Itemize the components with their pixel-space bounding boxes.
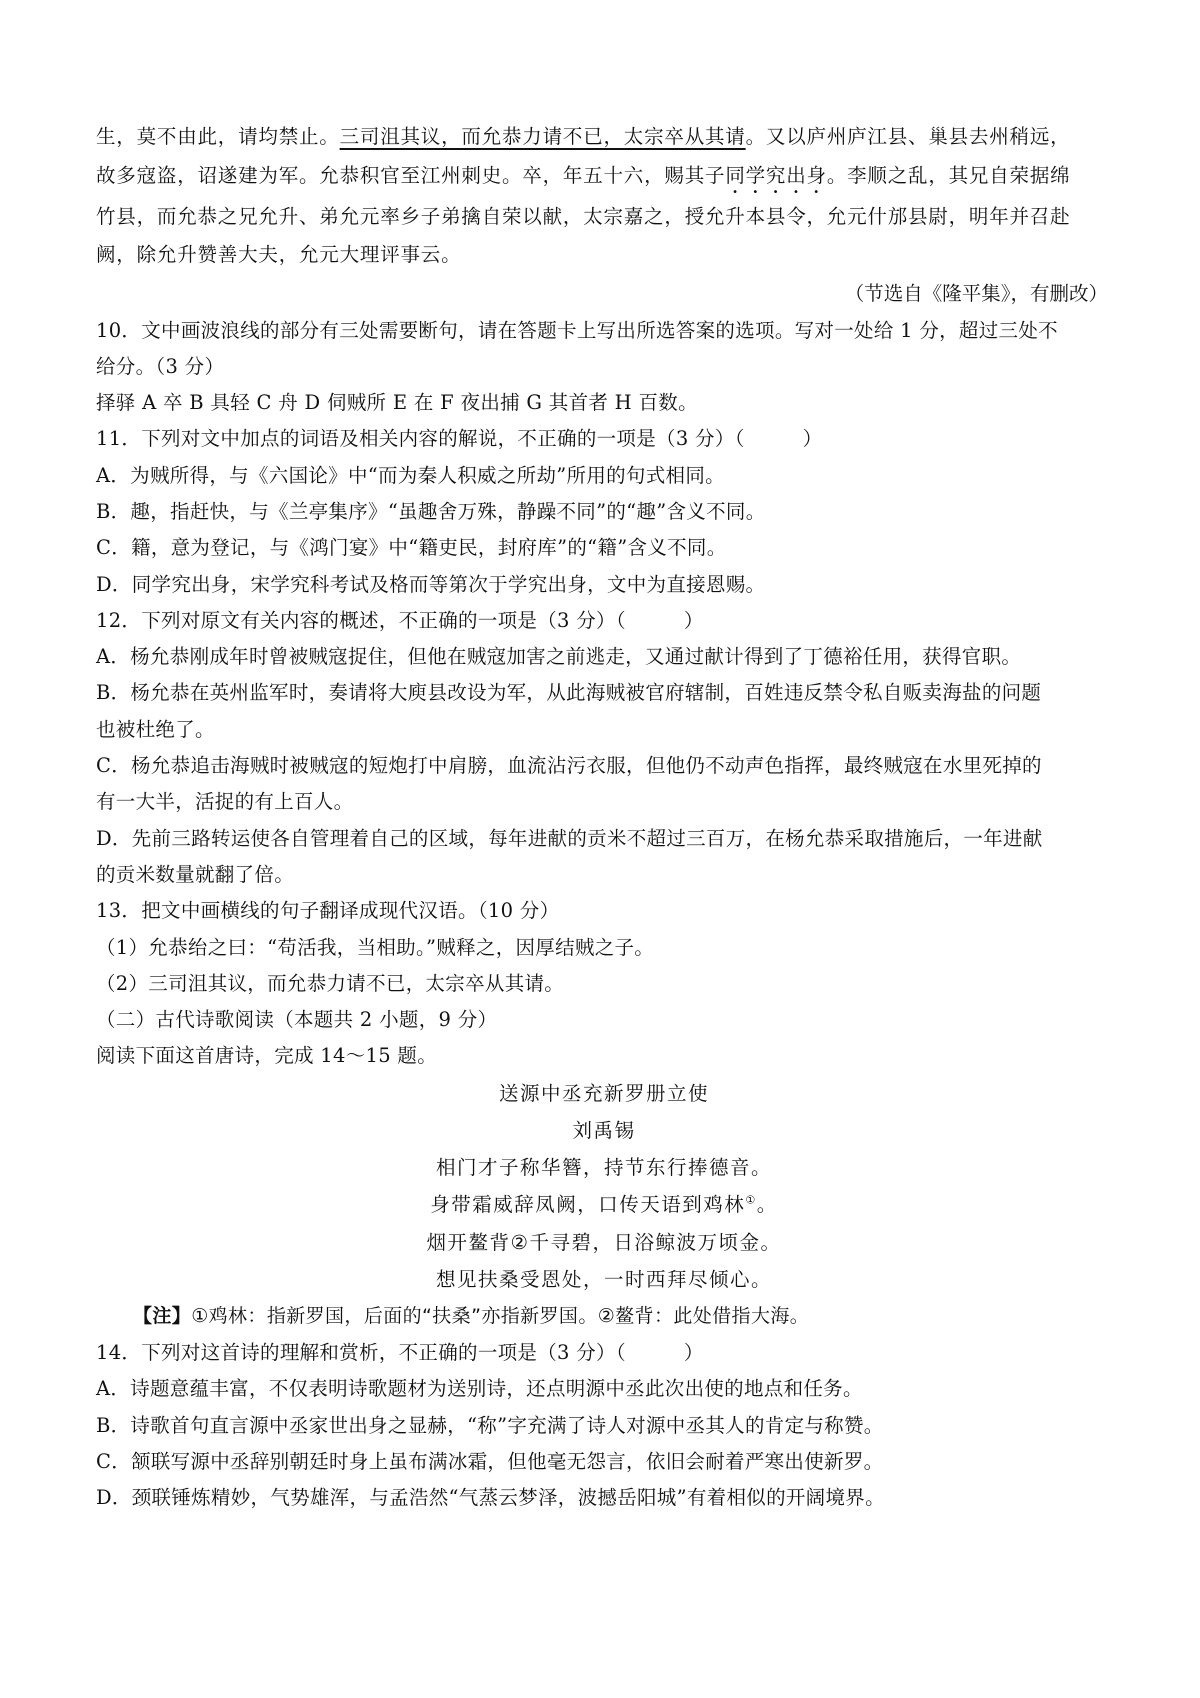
poem-line: 相门才子称华簪，持节东行捧德音。: [435, 1156, 772, 1180]
poem-note: [96, 1298, 1112, 1335]
q13-sentence-2: （2）三司沮其议，而允恭力请不已，太宗卒从其请。: [96, 971, 565, 995]
section-heading: （二）古代诗歌阅读（本题共 2 小题，9 分）: [96, 1008, 498, 1032]
q12-option-c: C．杨允恭追击海贼时被贼寇的短炮打中肩膀，血流沾污衣服，但他仍不动声色指挥，最终贼寇在水里死掉的: [96, 754, 1042, 778]
passage-line: 竹县，而允恭之兄允升、弟允元率乡子弟擒自荣以献，太宗嘉之，授允升本县令，允元什邡县尉，明年并召赴: [96, 204, 1071, 228]
classical-passage: [96, 118, 1112, 275]
q14-stem-text: 14．下列对这首诗的理解和赏析，不正确的一项是（3 分）（: [96, 1340, 626, 1364]
q14-option-b: B．诗歌首句直言源中丞家世出身之显赫，“称”字充满了诗人对源中丞其人的肯定与称赞。: [96, 1413, 884, 1437]
q12-stem-end: ）: [683, 608, 704, 632]
poem-line: 烟开鳌背②千寻碧，日浴鲸波万顷金。: [426, 1230, 782, 1254]
passage-text: 。又以庐州庐江县、巢县去州稍远，: [745, 125, 1071, 148]
q12-stem-text: 12．下列对原文有关内容的概述，不正确的一项是（3 分）（: [96, 608, 626, 632]
q14-option-a: A．诗题意蕴丰富，不仅表明诗歌题材为送别诗，还点明源中丞此次出使的地点和任务。: [96, 1377, 863, 1401]
q14-stem: [96, 1335, 1112, 1371]
q10-stem: 10．文中画波浪线的部分有三处需要断句，请在答题卡上写出所选答案的选项。写对一处给 1 分，超过三处不: [96, 318, 1058, 342]
q11-stem-text: 11．下列对文中加点的词语及相关内容的解说，不正确的一项是（3 分）（: [96, 427, 745, 451]
dotted-term: 同学究出身: [725, 163, 827, 187]
q13-stem: 13．把文中画横线的句子翻译成现代汉语。（10 分）: [96, 899, 560, 923]
q12-option-a: A．杨允恭刚成年时曾被贼寇捉住，但他在贼寇加害之前逃走，又通过献计得到了丁德裕任用，获得官职。: [96, 645, 1022, 669]
q12-option-d: D．先前三路转运使各自管理着自己的区域，每年进献的贡米不超过三百万，在杨允恭采取措施后，一年进献: [96, 826, 1043, 850]
q11-option-a: A．为贼所得，与《六国论》中“而为秦人积威之所劫”所用的句式相同。: [96, 463, 725, 487]
q11-option-b: B．趣，指赶快，与《兰亭集序》“虽趣舍万殊，静躁不同”的“趣”含义不同。: [96, 499, 766, 523]
poem-line: 想见扶桑受恩处，一时西拜尽倾心。: [435, 1267, 772, 1291]
q11-option-c: C．籍，意为登记，与《鸿门宴》中“籍吏民，封府库”的“籍”含义不同。: [96, 536, 727, 560]
q11-stem-end: ）: [802, 427, 823, 451]
underlined-sentence: 三司沮其议，而允恭力请不已，太宗卒从其请: [339, 125, 746, 148]
passage-text: 故多寇盗，诏遂建为军。允恭积官至江州刺史。卒，年五十六，赐其子: [96, 163, 726, 187]
q12-option-b: B．杨允恭在英州监军时，奏请将大庾县改设为军，从此海贼被官府辖制，百姓违反禁令私自贩卖海盐的问题: [96, 681, 1042, 705]
q12-stem: [96, 603, 1112, 639]
poem-block: [96, 1075, 1112, 1335]
q13-sentence-1: （1）允恭绐之曰：“苟活我，当相助。”贼释之，因厚结贼之子。: [96, 935, 655, 959]
passage-line: 阙，除允升赞善大夫，允元大理评事云。: [96, 243, 462, 266]
poem-line-end: 。: [756, 1193, 778, 1217]
section-intro: 阅读下面这首唐诗，完成 14～15 题。: [96, 1044, 438, 1068]
footnote-mark: ①: [745, 1193, 757, 1207]
q12-option-b-cont: 也被杜绝了。: [96, 717, 215, 741]
note-label: 【注】: [133, 1304, 192, 1327]
q14-option-d: D．颈联锤炼精妙，气势雄浑，与孟浩然“气蒸云梦泽，波撼岳阳城”有着相似的开阔境界。: [96, 1486, 885, 1510]
passage-source: （节选自《隆平集》，有删改）: [844, 281, 1108, 305]
q12-option-c-cont: 有一大半，活捉的有上百人。: [96, 790, 354, 814]
poem-title: 送源中丞充新罗册立使: [498, 1081, 709, 1105]
poem-line-text: 身带霜威辞凤阙，口传天语到鸡林: [430, 1193, 746, 1217]
passage-line: [96, 157, 1112, 198]
q10-stem-cont: 给分。（3 分）: [96, 354, 225, 378]
passage-text: 。李顺之乱，其兄自荣据绵: [826, 163, 1071, 187]
q11-stem: [96, 421, 1112, 457]
poem-author: 刘禹锡: [572, 1118, 636, 1142]
poem-line: [96, 1186, 1112, 1223]
q14-stem-end: ）: [683, 1340, 704, 1364]
note-text: ①鸡林：指新罗国，后面的“扶桑”亦指新罗国。②鳌背：此处借指大海。: [191, 1304, 810, 1327]
q12-option-d-cont: 的贡米数量就翻了倍。: [96, 862, 295, 886]
passage-text: 生，莫不由此，请均禁止。: [96, 125, 340, 148]
q11-option-d: D．同学究出身，宋学究科考试及格而等第次于学究出身，文中为直接恩赐。: [96, 572, 766, 596]
exam-page: [96, 118, 1112, 1516]
passage-line: [96, 118, 1112, 157]
q14-option-c: C．颔联写源中丞辞别朝廷时身上虽布满冰霜，但他毫无怨言，依旧会耐着严寒出使新罗。: [96, 1449, 884, 1473]
q10-options: 择驿 A 卒 B 具轻 C 舟 D 伺贼所 E 在 F 夜出捕 G 其首者 H 百数。: [96, 391, 698, 415]
